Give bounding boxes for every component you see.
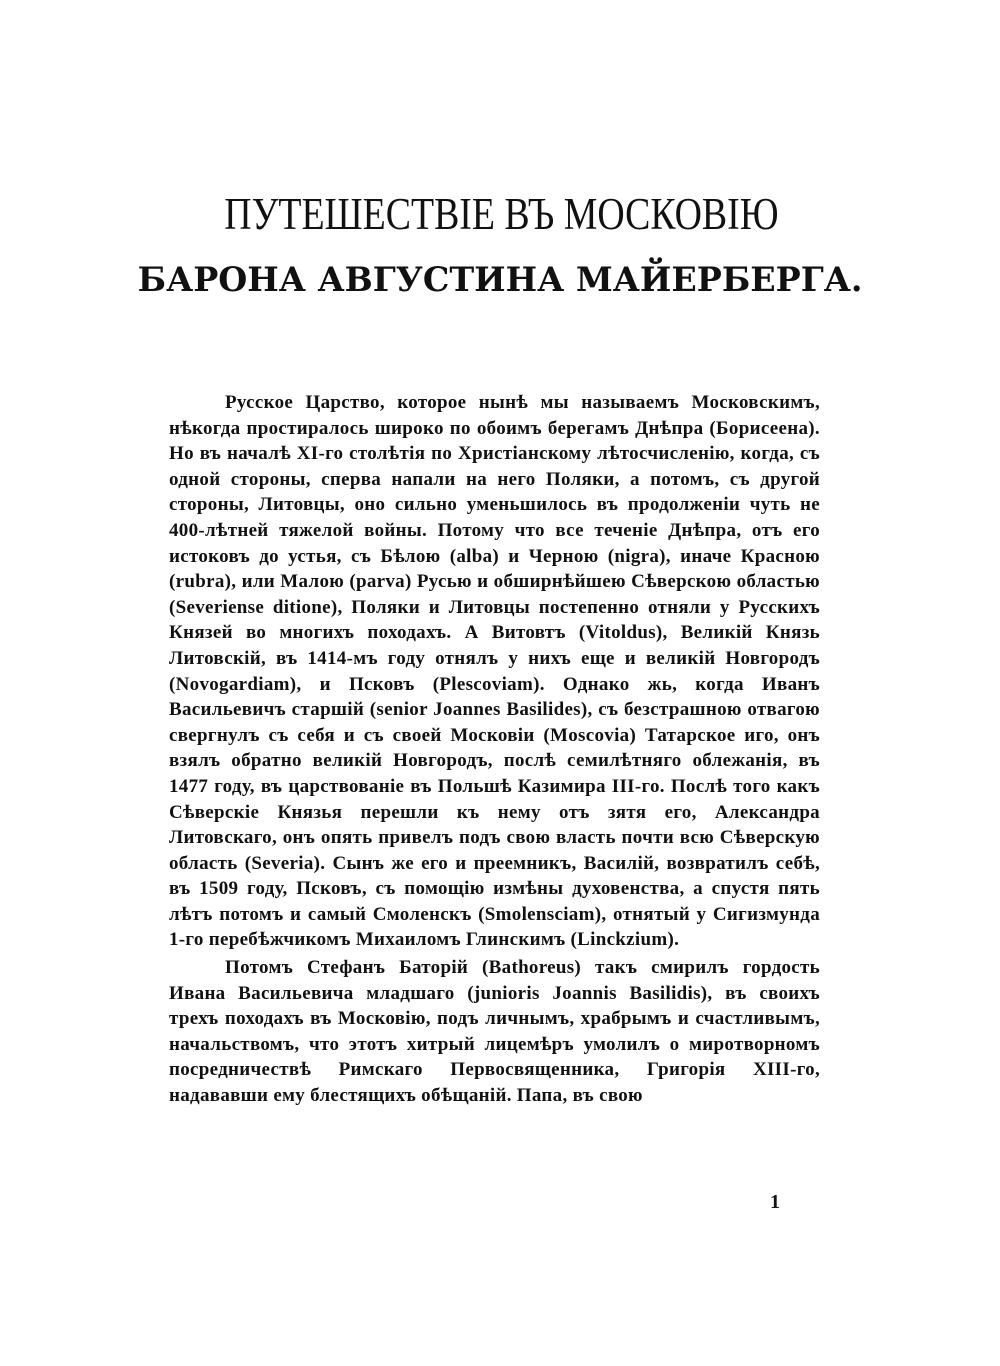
title-line-2: БАРОНА АВГУСТИНА МАЙЕРБЕРГА.: [137, 260, 863, 300]
body-text: [169, 390, 820, 1109]
paragraph-1: Русское Царство, которое нынѣ мы называемъ Московскимъ, нѣкогда простиралось широко по обоимъ берегамъ Днѣпра (Борисеена). Но въ началѣ XI-го столѣтія по Христіанскому лѣтосчисленію, когда, съ одной стороны, сперва напали на него Поляки, а потомъ, съ другой стороны, Литовцы, оно сильно уменьшилось въ продолженіи чуть не 400-лѣтней тяжелой войны. Потому что все теченіе Днѣпра, отъ его истоковъ до устья, съ Бѣлою (alba) и Черною (nigra), иначе Красною (rubra), или Малою (parva) Русью и обширнѣйшею Сѣверскою областью (Severiense ditione), Поляки и Литовцы постепенно отняли у Русскихъ Князей во многихъ походахъ. А Витовтъ (Vitoldus), Великій Князь Литовскій, въ 1414-мъ году отнялъ у нихъ еще и великій Новгородъ (Novogardiam), и Псковъ (Plescoviam). Однако жь, когда Иванъ Васильевичъ старшій (senior Joannes Basilides), съ безстрашною отвагою свергнулъ съ себя и съ своей Московіи (Moscovia) Татарское иго, онъ взялъ обратно великій Новгородъ, послѣ семилѣтняго облежанія, въ 1477 году, въ царствованіе въ Польшѣ Казимира III-го. Послѣ того какъ Сѣверскіе Князья перешли къ нему отъ зятя его, Александра Литовскаго, онъ опять привелъ подъ свою власть почти всю Сѣверскую область (Severia). Сынъ же его и преемникъ, Василій, возвратилъ себѣ, въ 1509 году, Псковъ, съ помощію измѣны духовенства, а спустя пять лѣтъ потомъ и самый Смоленскъ (Smolensciam), отнятый у Сигизмунда 1-го перебѣжчикомъ Михаиломъ Глинскимъ (Linckzium).: [169, 392, 820, 951]
paragraph-2: Потомъ Стефанъ Баторій (Bathoreus) такъ смирилъ гордость Ивана Васильевича младшаго (junioris Joannis Basilidis), въ своихъ трехъ походахъ въ Московію, подъ личнымъ, храбрымъ и счастливымъ, начальствомъ, что этотъ хитрый лицемѣръ умолилъ о миротворномъ посредничествѣ Римскаго Первосвященника, Григорія XIII-го, надававши ему блестящихъ обѣщаній. Папа, въ свою: [169, 957, 820, 1107]
title-line-1: ПУТЕШЕСТВІЕ ВЪ МОСКОВІЮ: [224, 189, 779, 239]
page-number: 1: [770, 1191, 780, 1213]
